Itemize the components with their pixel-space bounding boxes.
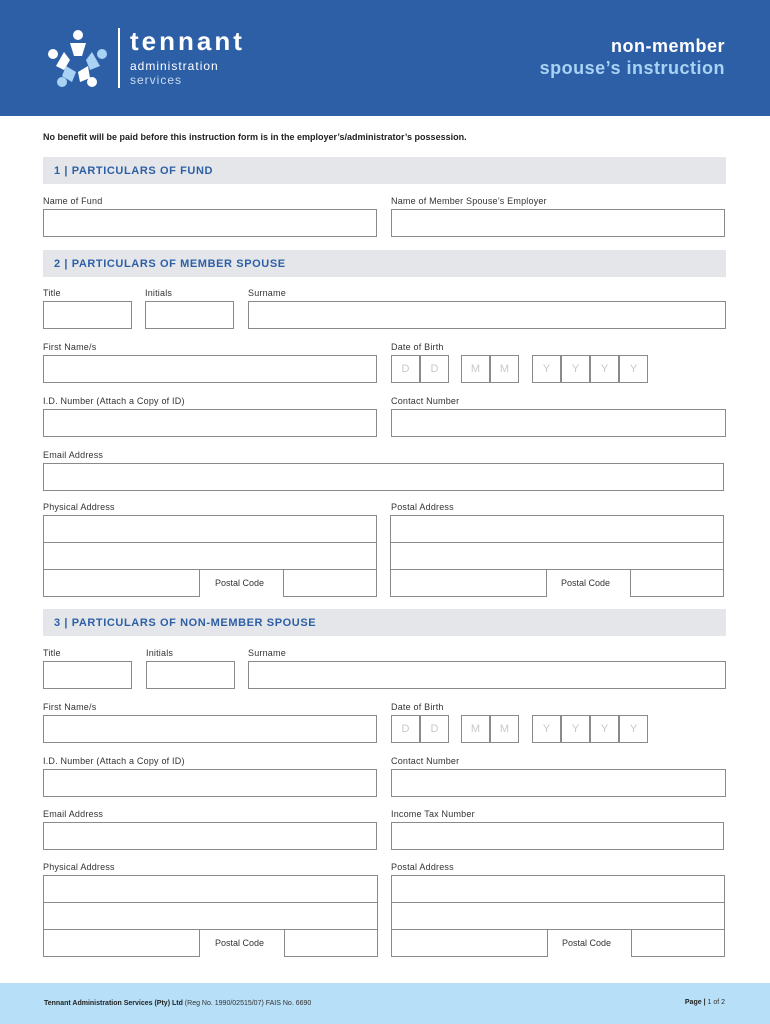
ms-initials-field[interactable]: [145, 301, 234, 329]
employer-field[interactable]: [391, 209, 725, 237]
section-2-header: [43, 250, 726, 277]
ms-email-field[interactable]: [43, 463, 724, 491]
notice-text: No benefit will be paid before this instruction form is in the employer’s/administrator’s possession.: [43, 132, 467, 142]
employer-label: Name of Member Spouse’s Employer: [391, 196, 547, 206]
nms-surname-label: Surname: [248, 648, 286, 658]
ms-contact-field[interactable]: [391, 409, 726, 437]
nms-dob-month-1[interactable]: M: [461, 715, 490, 743]
section-2-title: 2 | PARTICULARS OF MEMBER SPOUSE: [54, 258, 286, 270]
ms-id-field[interactable]: [43, 409, 377, 437]
form-title-line-1: non-member: [610, 36, 725, 56]
nms-postal-label: Postal Address: [391, 862, 454, 872]
nms-tax-label: Income Tax Number: [391, 809, 475, 819]
footer-reg-info: (Reg No. 1990/02515/07) FAIS No. 6690: [182, 1000, 312, 1007]
ms-first-names-field[interactable]: [43, 355, 377, 383]
ms-dob-month-2[interactable]: M: [490, 355, 519, 383]
ms-initials-label: Initials: [145, 288, 173, 298]
page-value: 1 of 2: [707, 999, 725, 1006]
ms-postal-line-3[interactable]: [390, 569, 547, 597]
fund-name-label: Name of Fund: [43, 196, 103, 206]
ms-postal-line-1[interactable]: [390, 515, 724, 543]
nms-physical-postal-code-field[interactable]: [284, 929, 378, 957]
brand-name: tennant: [130, 26, 245, 56]
nms-postal-line-3[interactable]: [391, 929, 548, 957]
ms-physical-line-2[interactable]: [43, 542, 377, 570]
page-label: Page: [684, 999, 702, 1006]
nms-contact-label: Contact Number: [391, 756, 460, 766]
nms-initials-label: Initials: [146, 648, 174, 658]
ms-title-label: Title: [43, 288, 61, 298]
ms-postal-line-2[interactable]: [390, 542, 724, 570]
nms-id-field[interactable]: [43, 769, 377, 797]
fund-name-field[interactable]: [43, 209, 377, 237]
nms-postal-postal-code-field[interactable]: [631, 929, 725, 957]
footer-company-name: Tennant Administration Services (Pty) Ltd: [44, 1000, 183, 1007]
section-3-header: [43, 609, 726, 636]
nms-physical-line-3[interactable]: [43, 929, 200, 957]
nms-dob-month-2[interactable]: M: [490, 715, 519, 743]
ms-physical-label: Physical Address: [43, 502, 115, 512]
nms-physical-label: Physical Address: [43, 862, 115, 872]
ms-dob-label: Date of Birth: [391, 342, 444, 352]
nms-physical-line-1[interactable]: [43, 875, 378, 903]
ms-dob-day-1[interactable]: D: [391, 355, 420, 383]
nms-dob-day-2[interactable]: D: [420, 715, 449, 743]
nms-title-field[interactable]: [43, 661, 132, 689]
logo-divider: [118, 28, 120, 88]
ms-postal-label: Postal Address: [391, 502, 454, 512]
nms-contact-field[interactable]: [391, 769, 726, 797]
ms-surname-label: Surname: [248, 288, 286, 298]
nms-title-label: Title: [43, 648, 61, 658]
ms-first-names-label: First Name/s: [43, 342, 97, 352]
nms-initials-field[interactable]: [146, 661, 235, 689]
ms-email-label: Email Address: [43, 450, 104, 460]
nms-surname-field[interactable]: [248, 661, 726, 689]
nms-tax-field[interactable]: [391, 822, 724, 850]
nms-postal-line-1[interactable]: [391, 875, 725, 903]
ms-postal-postal-code-field[interactable]: [630, 569, 724, 597]
ms-physical-line-1[interactable]: [43, 515, 377, 543]
nms-dob-year-3[interactable]: Y: [590, 715, 619, 743]
nms-id-label: I.D. Number (Attach a Copy of ID): [43, 756, 185, 766]
brand-subtitle-2: services: [130, 73, 183, 87]
ms-title-field[interactable]: [43, 301, 132, 329]
ms-dob-year-2[interactable]: Y: [561, 355, 590, 383]
ms-physical-line-3[interactable]: [43, 569, 200, 597]
ms-physical-postal-code-field[interactable]: [283, 569, 377, 597]
form-title-line-2: spouse’s instruction: [539, 58, 725, 78]
nms-first-names-label: First Name/s: [43, 702, 97, 712]
nms-postal-line-2[interactable]: [391, 902, 725, 930]
nms-dob-year-4[interactable]: Y: [619, 715, 648, 743]
ms-surname-field[interactable]: [248, 301, 726, 329]
ms-dob-day-2[interactable]: D: [420, 355, 449, 383]
ms-physical-postal-code-label: Postal Code: [215, 578, 265, 588]
nms-physical-line-2[interactable]: [43, 902, 378, 930]
tennant-logo-icon: [44, 26, 112, 90]
section-1-header: [43, 157, 726, 184]
nms-physical-postal-code-label: Postal Code: [215, 938, 265, 948]
nms-dob-day-1[interactable]: D: [391, 715, 420, 743]
section-3-title: 3 | PARTICULARS OF NON-MEMBER SPOUSE: [54, 617, 317, 629]
nms-email-field[interactable]: [43, 822, 377, 850]
nms-postal-postal-code-label: Postal Code: [562, 938, 612, 948]
nms-dob-year-1[interactable]: Y: [532, 715, 561, 743]
page-header: [0, 0, 770, 116]
brand-subtitle-1: administration: [130, 59, 219, 73]
page-separator: |: [701, 999, 708, 1006]
ms-id-label: I.D. Number (Attach a Copy of ID): [43, 396, 185, 406]
ms-dob-year-3[interactable]: Y: [590, 355, 619, 383]
nms-email-label: Email Address: [43, 809, 104, 819]
nms-first-names-field[interactable]: [43, 715, 377, 743]
section-1-title: 1 | PARTICULARS OF FUND: [54, 165, 214, 177]
ms-dob-year-4[interactable]: Y: [619, 355, 648, 383]
page-number: [685, 999, 725, 1006]
ms-dob-month-1[interactable]: M: [461, 355, 490, 383]
ms-contact-label: Contact Number: [391, 396, 460, 406]
nms-dob-year-2[interactable]: Y: [561, 715, 590, 743]
ms-dob-year-1[interactable]: Y: [532, 355, 561, 383]
ms-postal-postal-code-label: Postal Code: [561, 578, 611, 588]
footer-company-info: [44, 1000, 311, 1007]
page-footer: [0, 983, 770, 1024]
nms-dob-label: Date of Birth: [391, 702, 444, 712]
